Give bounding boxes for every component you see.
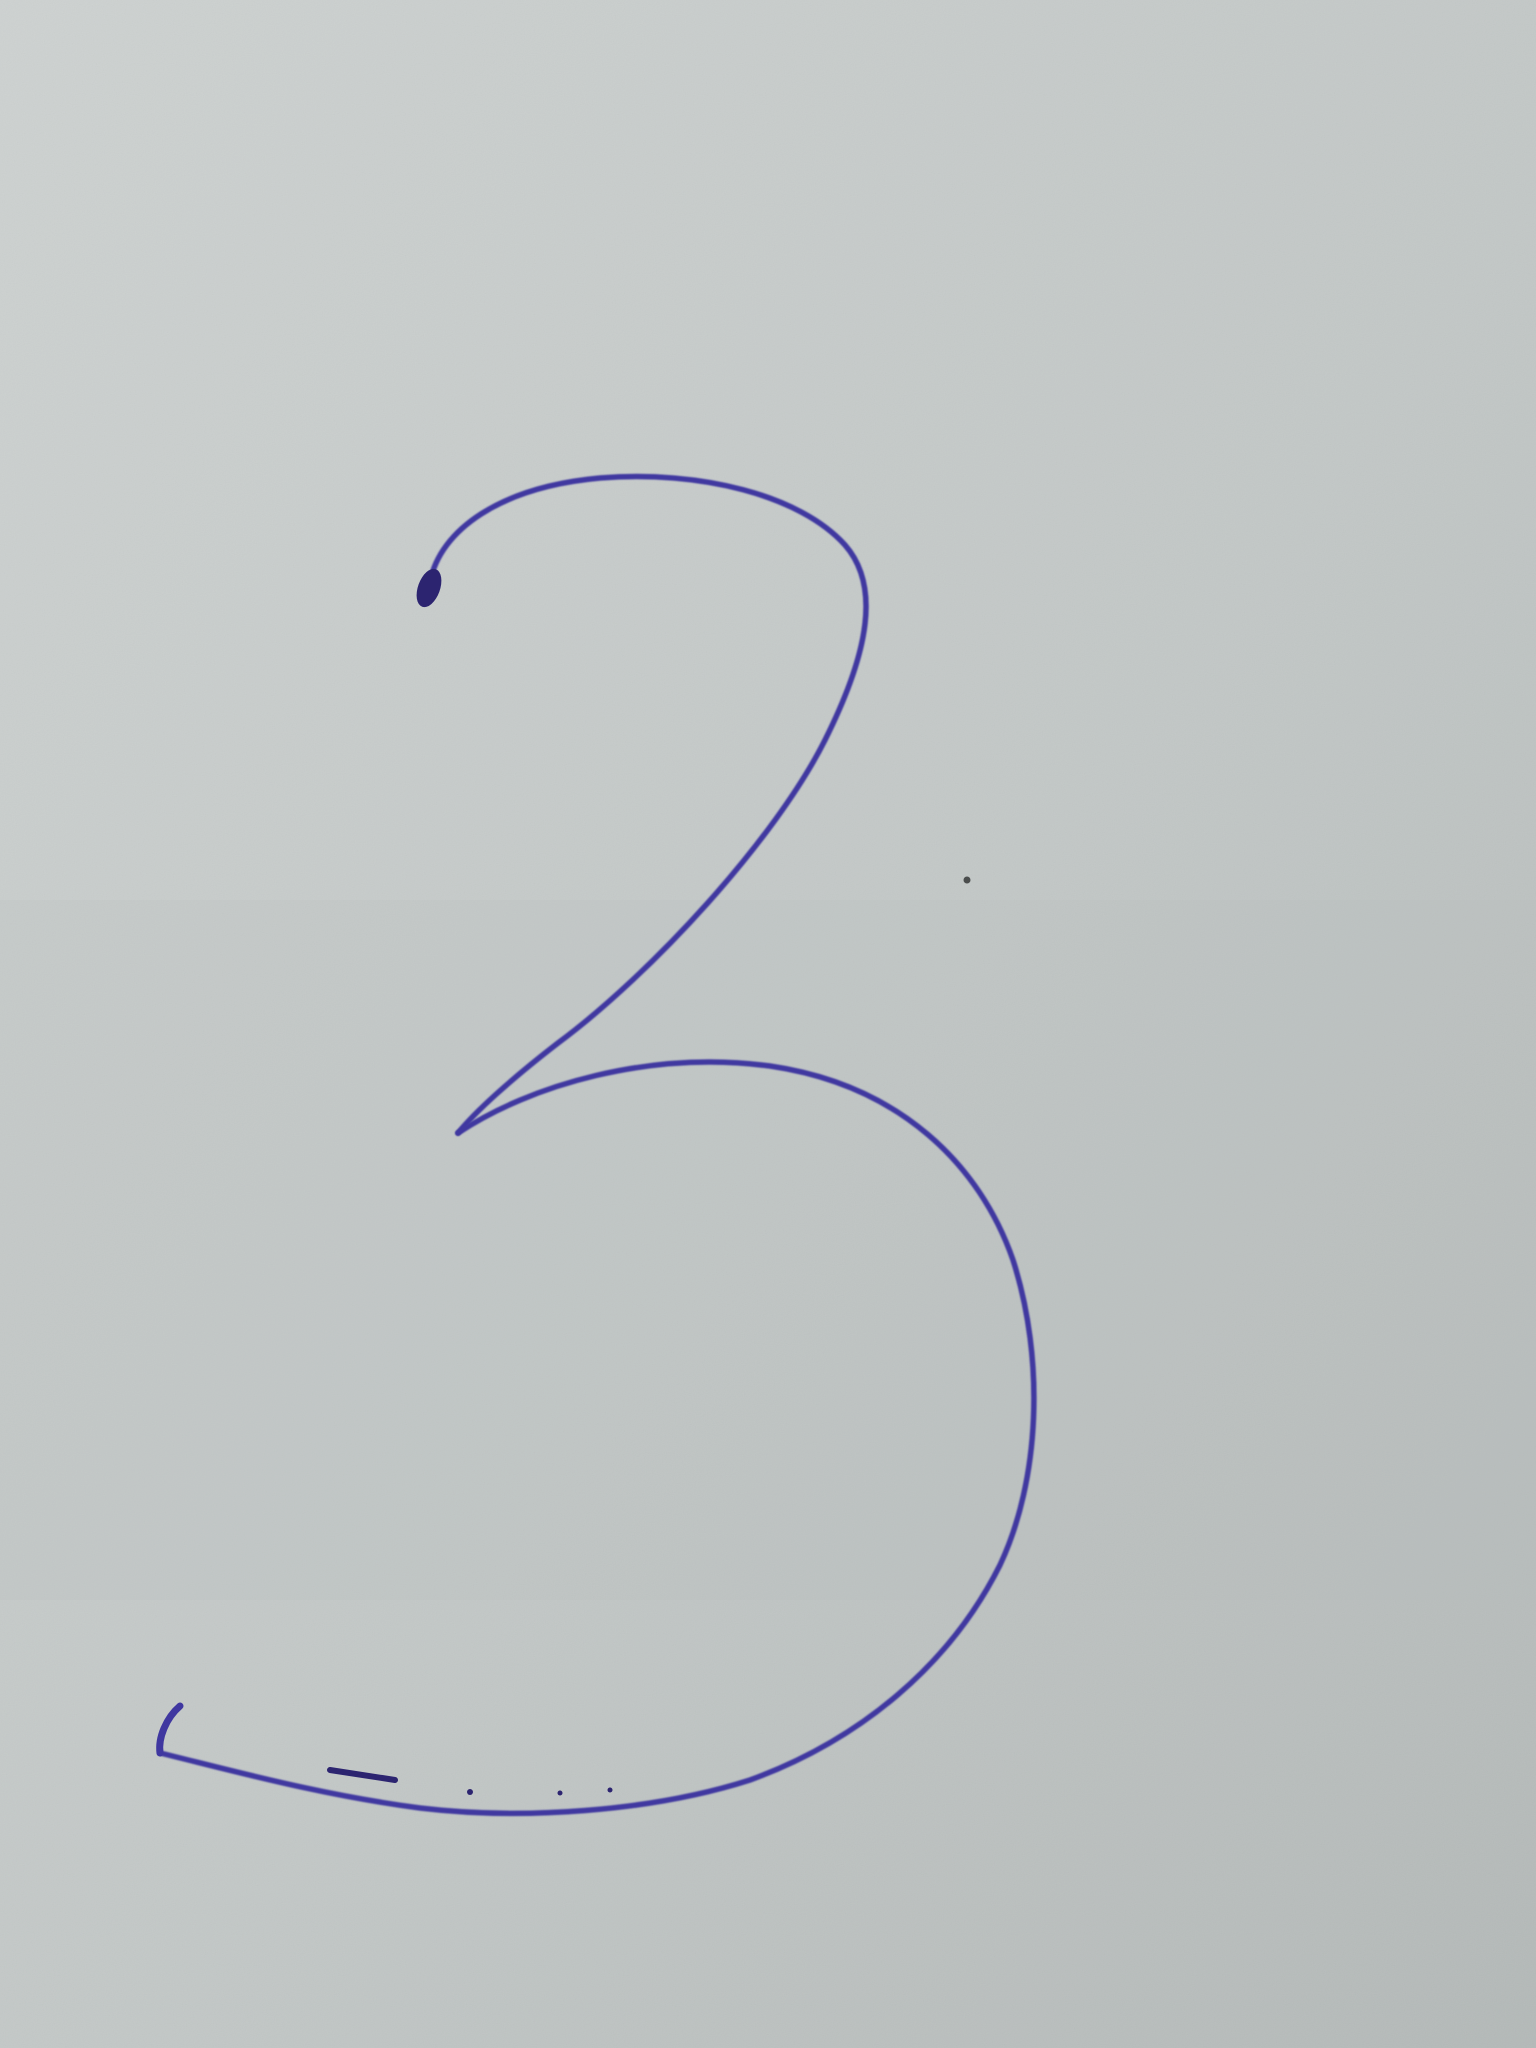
ink-speck <box>608 1788 613 1793</box>
paper-speck <box>964 877 971 884</box>
ink-speck <box>467 1789 473 1795</box>
ink-speck <box>558 1791 563 1796</box>
paper-shadow <box>0 900 1536 1600</box>
